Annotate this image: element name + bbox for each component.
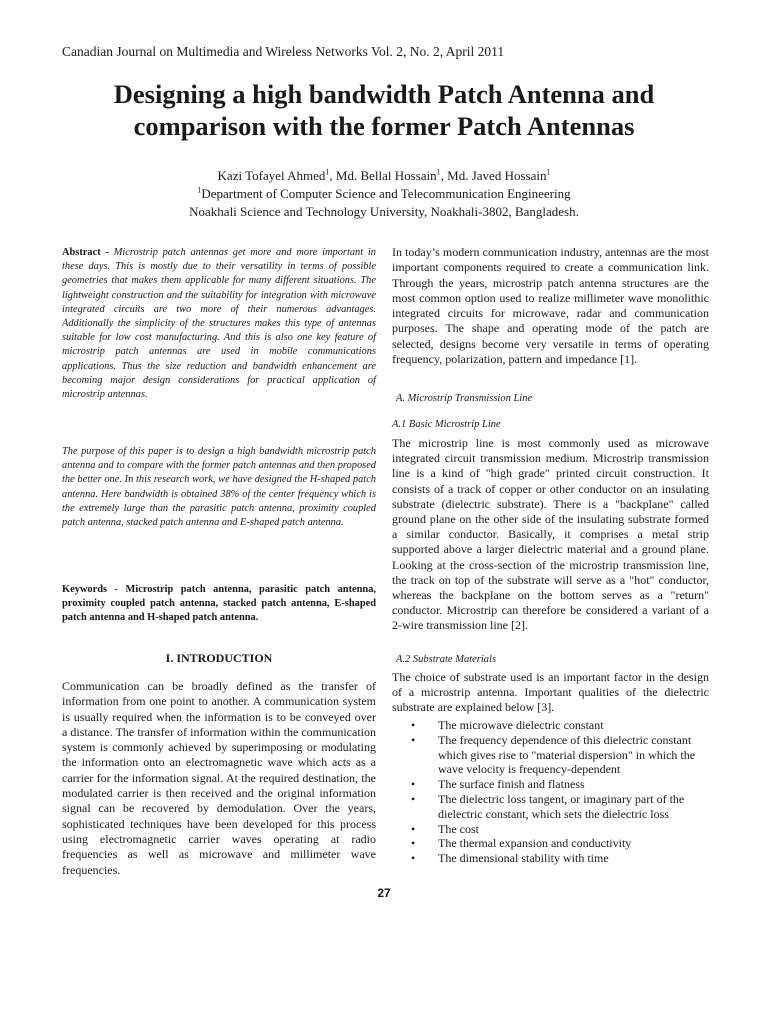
journal-header: Canadian Journal on Multimedia and Wireless Networks Vol. 2, No. 2, April 2011 [62, 44, 505, 59]
author-name: Md. Javed Hossain [447, 168, 547, 183]
affiliation-text: Department of Computer Science and Telecommunication Engineering [201, 186, 571, 201]
abstract-text: Microstrip patch antennas get more and more important in these days. This is mostly due to their versatility in terms of possible geometries that makes them applicable for many different situations. The lightweight construction and the suitability for integration with microwave integrated circuits are two more of their numerous advantages. Additionally the simplicity of the structures makes this type of antennas suitable for low cost manufacturing. And this is also one key feature of microstrip patch antennas are used in mobile communications applications. Thus the size reduction and bandwidth enhancement are becoming major design considerations for practical application of microstrip antennas. [62, 247, 376, 401]
list-item-text: The dimensional stability with time [438, 851, 609, 866]
introduction-continued: In today’s modern communication industry, antennas are the most important components required to create a communication link. Through the years, microstrip patch antenna structures are the most common option used to realize millimeter wave monolithic integrated circuits for microwave, radar and communication purposes. The shape and operating mode of the patch are selected, designs become very versatile in terms of operating frequency, polarization, pattern and impedance [1]. [392, 245, 709, 367]
author-names [60, 167, 708, 185]
paper-title-line-2: comparison with the former Patch Antennas [133, 111, 635, 141]
bullet-icon: • [411, 718, 416, 732]
author-separator: , [440, 168, 448, 183]
list-item [392, 851, 712, 866]
list-item-text: The surface finish and flatness [438, 777, 585, 792]
list-item-text: The thermal expansion and conductivity [438, 836, 632, 851]
substrate-qualities-list [392, 718, 712, 866]
affiliation-line-2: Noakhali Science and Technology University, Noakhali-3802, Bangladesh. [189, 204, 579, 219]
paper-title [60, 78, 708, 142]
section-heading-microstrip-transmission-line: A. Microstrip Transmission Line [396, 393, 533, 404]
list-item [392, 718, 712, 733]
affiliation-mark: 1 [197, 185, 202, 195]
list-item [392, 822, 712, 837]
keywords: Keywords - Microstrip patch antenna, parasitic patch antenna, proximity coupled patch antenna, stacked patch antenna, E-shaped patch antenna and H-shaped patch antenna. [62, 584, 376, 624]
bullet-icon: • [411, 821, 416, 836]
abstract-label: Abstract - [62, 247, 114, 258]
author-name: Kazi Tofayel Ahmed [217, 168, 326, 183]
section-heading-introduction: I. INTRODUCTION [165, 651, 273, 665]
bullet-icon: • [411, 777, 416, 792]
abstract [62, 246, 376, 402]
list-item [392, 836, 712, 851]
author-separator: , [329, 168, 336, 183]
subsection-heading-substrate-materials: A.2 Substrate Materials [396, 654, 497, 665]
list-item-text: The cost [438, 821, 479, 836]
page-number: 27 [377, 886, 391, 900]
bullet-icon: • [411, 836, 416, 851]
author-name: Md. Bellal Hossain [335, 168, 437, 183]
author-affiliation-mark: 1 [325, 167, 330, 177]
author-affiliation-mark: 1 [436, 167, 441, 177]
list-item [392, 792, 712, 822]
list-item-text: The microwave dielectric constant [438, 718, 604, 732]
list-item-text: The frequency dependence of this dielectric constant which gives rise to "material dispersion" in which the wave velocity is frequency-dependent [438, 732, 696, 777]
bullet-icon: • [411, 732, 416, 747]
list-item-text: The dielectric loss tangent, or imaginary part of the dielectric constant, which sets the dielectric loss [438, 791, 685, 821]
affiliation-line-1 [60, 185, 708, 203]
basic-microstrip-line-text: The microstrip line is most commonly used as microwave integrated circuit transmission medium. Microstrip transmission line is a kind of "high grade" printed circuit construction. It consists of a track of copper or other conductor on an insulating substrate (dielectric substrate). There is a "backplane" called ground plane on the other side of the insulating substrate formed a similar conductor. Basically, it comprises a metal strip supported above a larger dielectric material and a ground plane. Looking at the cross-section of the microstrip transmission line, the track on top of the substrate will serve as a "hot" conductor, whereas the backplane on the bottom serves as a "return" conductor. Microstrip can therefore be considered a variant of a 2-wire transmission line [2]. [392, 436, 709, 633]
list-item [392, 777, 712, 792]
subsection-heading-basic-microstrip-line: A.1 Basic Microstrip Line [392, 419, 501, 430]
author-block [60, 167, 708, 221]
bullet-icon: • [411, 791, 416, 806]
abstract-purpose: The purpose of this paper is to design a high bandwidth microstrip patch antenna and to compare with the former patch antennas and then proposed the better one. In this research work, we have designed the H-shaped patch antenna. Here bandwidth is obtained 38% of the center frequency which is the extremely large than the parasitic patch antenna, proximity coupled patch antenna, stacked patch antenna and E-shaped patch antenna. [62, 446, 376, 529]
author-affiliation-mark: 1 [546, 167, 551, 177]
paper-title-line-1: Designing a high bandwidth Patch Antenna and [113, 79, 655, 109]
list-item [392, 733, 712, 777]
introduction-text: Communication can be broadly defined as the transfer of information from one point to another. A communication system is usually required when the information is to be conveyed over a distance. The transfer of information within the communication system is commonly achieved by superimposing or modulating the information onto an electromagnetic wave which acts as a carrier for the information signal. At the required destination, the modulated carrier is then received and the original information signal can be recovered by demodulation. Over the years, sophisticated techniques have been developed for this process using electromagnetic carrier waves operating at radio frequencies as well as microwave and millimeter wave frequencies. [62, 679, 376, 877]
bullet-icon: • [411, 851, 416, 866]
substrate-materials-text: The choice of substrate used is an important factor in the design of a microstrip antenna. Important qualities of the dielectric substrate are explained below [3]. [392, 670, 709, 715]
